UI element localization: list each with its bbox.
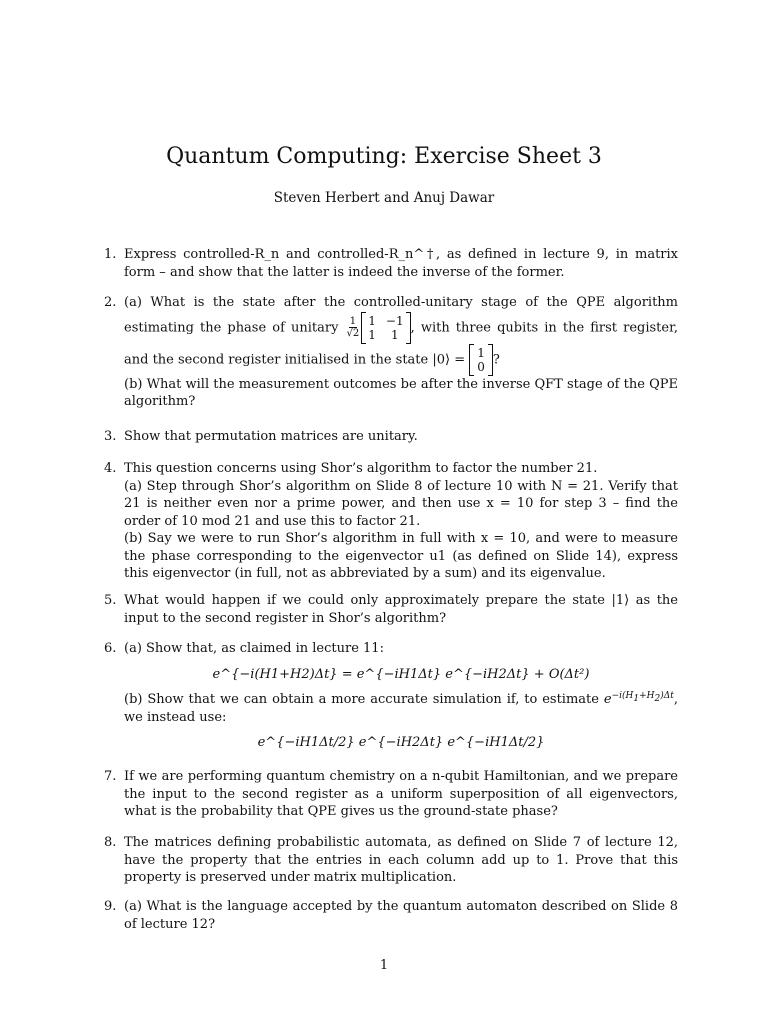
question-text: (a) What is the language accepted by the quantum automaton described on Slide 8 of lecture 12? xyxy=(124,899,678,932)
question-5 xyxy=(104,592,678,627)
question-text-a2: , with three qubits in the first register, and the second register initialised in the state |0⟩ = xyxy=(124,320,679,367)
question-text-a: (a) Step through Shor’s algorithm on Slide 8 of lecture 10 with N = 21. Verify that 21 is neither even nor a prime power, and then use x = 10 for step 3 – find the order of 10 mod 21 and use this to factor 21. xyxy=(124,478,678,529)
question-number: 4. xyxy=(104,461,117,476)
question-number: 3. xyxy=(104,429,117,444)
equation-2: e^{−iH1Δt/2} e^{−iH2Δt} e^{−iH1Δt/2} xyxy=(257,735,545,750)
question-8 xyxy=(104,834,678,887)
question-number: 5. xyxy=(104,593,117,608)
equation-1: e^{−i(H1+H2)Δt} = e^{−iH1Δt} e^{−iH2Δt} + O(Δt²) xyxy=(212,666,590,682)
question-number: 2. xyxy=(104,295,117,310)
question-text: Express controlled-R_n and controlled-R_n^†, as defined in lecture 9, in matrix form – and show that the latter is indeed the inverse of the former. xyxy=(124,247,678,280)
question-text-b: (b) Say we were to run Shor’s algorithm in full with x = 10, and were to measure the phase corresponding to the eigenvector u1 (as defined on Slide 14), express this eigenvector (in full, not as abbreviated by a sum) and its eigenvalue. xyxy=(124,531,678,581)
question-2 xyxy=(104,294,678,411)
question-text-b: (b) What will the measurement outcomes be after the inverse QFT stage of the QPE algorithm? xyxy=(124,376,678,409)
question-text: The matrices defining probabilistic automata, as defined on Slide 7 of lecture 12, have the property that the entries in each column add up to 1. Prove that this property is preserved under matrix multiplication. xyxy=(124,835,678,885)
question-4 xyxy=(104,460,678,583)
question-number: 8. xyxy=(104,835,117,850)
question-6 xyxy=(104,640,678,760)
page-title: Quantum Computing: Exercise Sheet 3 xyxy=(166,144,602,169)
question-1 xyxy=(104,246,678,281)
question-number: 6. xyxy=(104,641,117,656)
question-number: 7. xyxy=(104,769,117,784)
fraction-one-over-root-two: $\frac{1}{√2}$ xyxy=(346,316,360,339)
question-number: 9. xyxy=(104,899,117,914)
question-text-b2: , we instead use: xyxy=(124,692,678,725)
authors: Steven Herbert and Anuj Dawar xyxy=(273,190,495,206)
question-text: What would happen if we could only approximately prepare the state |1⟩ as the input to the second register in Shor’s algorithm? xyxy=(124,593,678,626)
question-text: Show that permutation matrices are unitary. xyxy=(124,429,418,444)
question-text: If we are performing quantum chemistry on a n-qubit Hamiltonian, and we prepare the input to the second register as a uniform superposition of all eigenvectors, what is the probability that QPE gives us the ground-state phase? xyxy=(124,769,678,819)
page-number: 1 xyxy=(379,958,389,973)
question-text: This question concerns using Shor’s algorithm to factor the number 21. xyxy=(124,461,598,476)
question-text-a3: ? xyxy=(492,352,500,367)
question-3 xyxy=(104,428,678,446)
question-text-b1: (b) Show that we can obtain a more accurate simulation if, to estimate xyxy=(124,692,599,707)
question-9 xyxy=(104,898,678,933)
question-text-a1: (a) What is the state after the controlled-unitary stage of the QPE algorithm estimating the phase of unitary xyxy=(124,295,678,335)
state-vector: 1 0 xyxy=(469,344,493,376)
question-text-a: (a) Show that, as claimed in lecture 11: xyxy=(124,641,384,656)
question-7 xyxy=(104,768,678,821)
question-number: 1. xyxy=(104,247,117,262)
unitary-matrix: 1 −1 1 1 xyxy=(361,312,410,344)
inline-exponential: $e^{-i(H_1+H_2)\Delta t}$ xyxy=(603,690,674,707)
